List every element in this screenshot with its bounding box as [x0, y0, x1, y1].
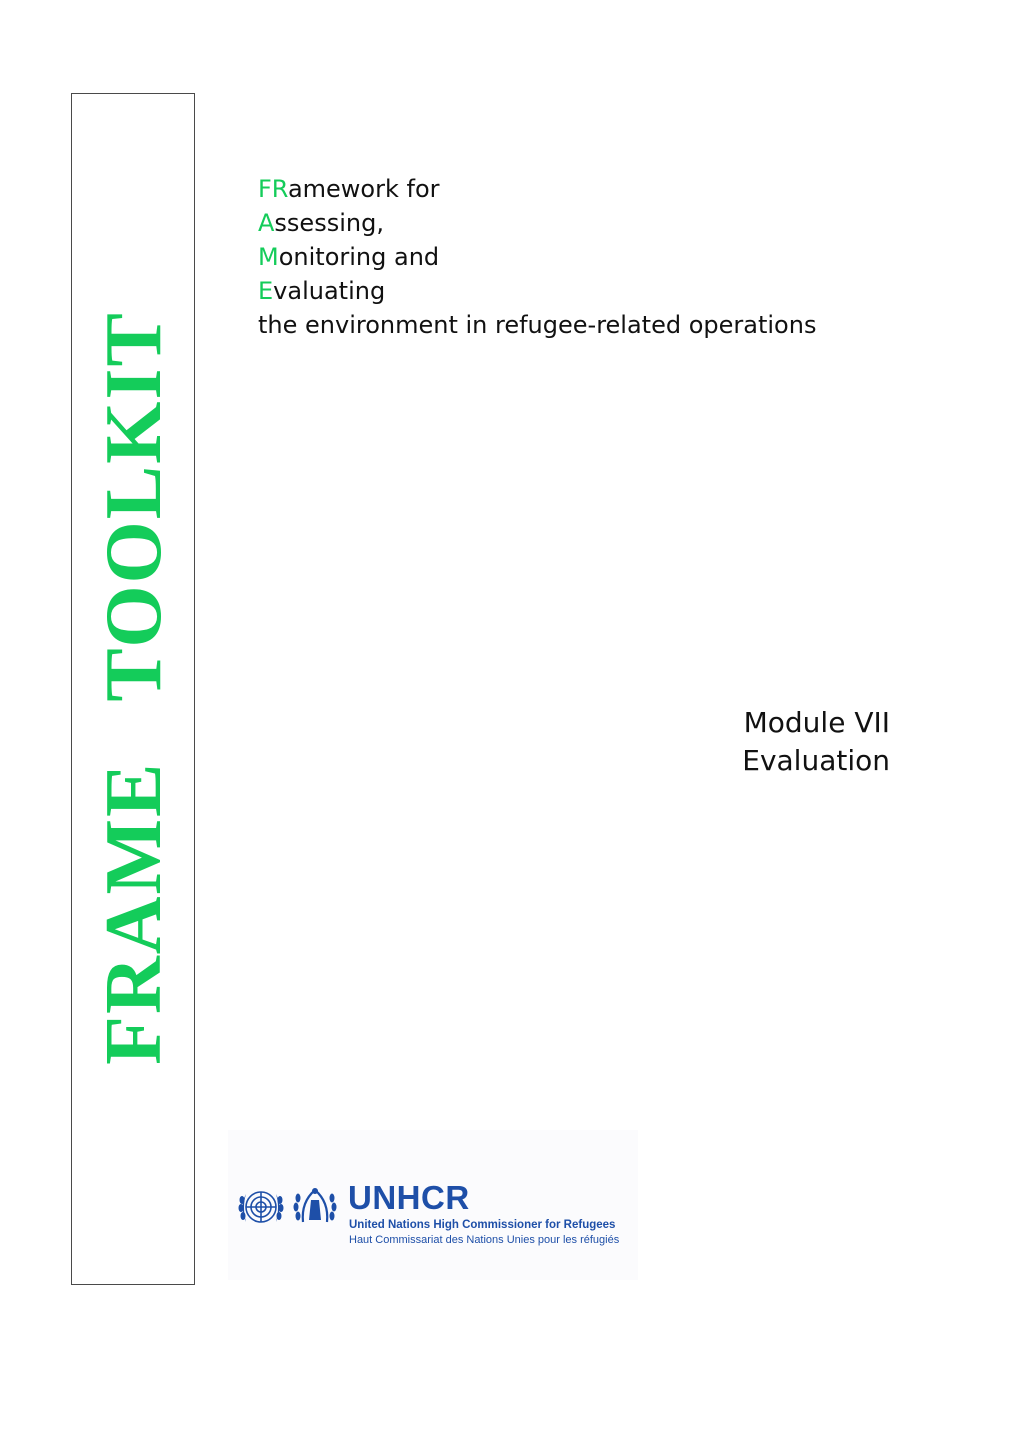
unhcr-emblem-icon — [290, 1182, 340, 1232]
un-emblem-icon — [236, 1182, 286, 1232]
acronym-line — [258, 172, 816, 206]
acronym-letter: A — [258, 209, 275, 237]
acronym-block — [258, 172, 816, 342]
logo-english-line: United Nations High Commissioner for Refugees — [349, 1219, 616, 1231]
module-number: Module VII — [743, 706, 890, 739]
logo-name: UNHCR — [348, 1179, 470, 1216]
acronym-rest: amework for — [287, 175, 440, 203]
acronym-line — [258, 274, 816, 308]
module-heading — [640, 704, 890, 780]
acronym-rest: onitoring and — [278, 243, 440, 271]
acronym-rest: valuating — [273, 277, 386, 305]
side-title-word-frame: FRAME — [90, 761, 178, 1065]
acronym-rest: ssessing, — [274, 209, 384, 237]
acronym-line — [258, 206, 816, 240]
acronym-line — [258, 240, 816, 274]
unhcr-logo — [228, 1130, 638, 1280]
logo-french-line: Haut Commissariat des Nations Unies pour les réfugiés — [349, 1234, 620, 1246]
side-title — [90, 311, 178, 1065]
side-title-word-toolkit: TOOLKIT — [90, 311, 178, 702]
acronym-final-line: the environment in refugee-related operations — [258, 311, 817, 339]
acronym-letter: E — [258, 277, 274, 305]
acronym-letter: FR — [258, 175, 288, 203]
acronym-letter: M — [258, 243, 279, 271]
module-title: Evaluation — [742, 744, 890, 777]
